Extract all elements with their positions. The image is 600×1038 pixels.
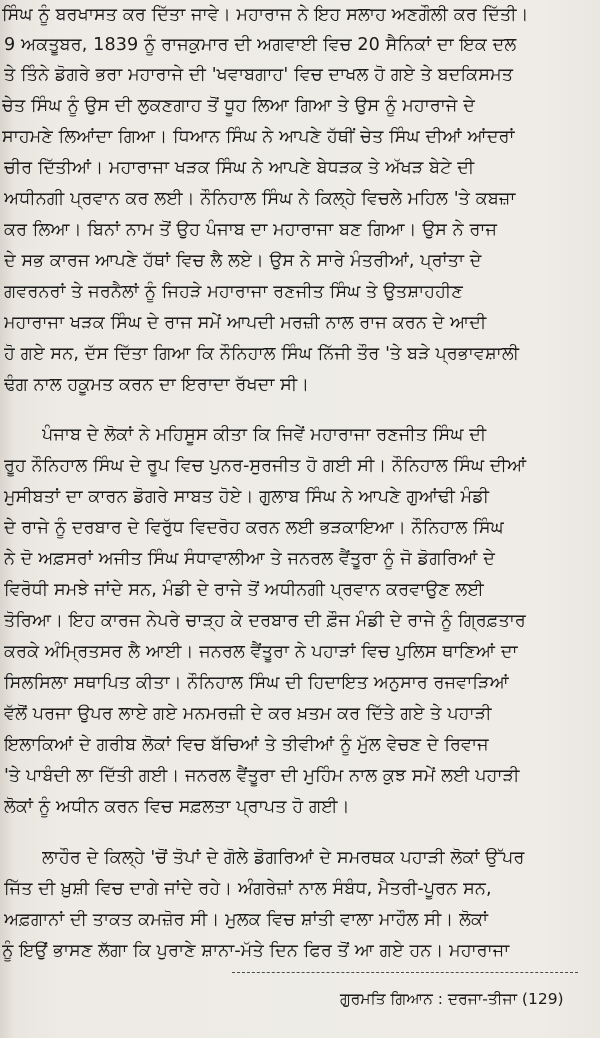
paragraph-start-line: ਲਾਹੌਰ ਦੇ ਕਿਲ੍ਹੇ 'ਚੋਂ ਤੋਪਾਂ ਦੇ ਗੋਲੇ ਡੋਗਰਿਆਂ ਦੇ ਸਮਰਥਕ ਪਹਾੜੀ ਲੋਕਾਂ ਉੱਪਰ: [42, 848, 525, 868]
text-line: ਅਧੀਨਗੀ ਪ੍ਰਵਾਨ ਕਰ ਲਈ। ਨੌਨਿਹਾਲ ਸਿੰਘ ਨੇ ਕਿਲ੍ਹੇ ਵਿਚਲੇ ਮਹਿਲ 'ਤੇ ਕਬਜ਼ਾ: [4, 189, 516, 209]
text-line: ਦੇ ਰਾਜੇ ਨੂੰ ਦਰਬਾਰ ਦੇ ਵਿਰੁੱਧ ਵਿਦਰੋਹ ਕਰਨ ਲਈ ਭੜਕਾਇਆ। ਨੌਨਿਹਾਲ ਸਿੰਘ: [4, 518, 504, 538]
text-line: ਅਫ਼ਗਾਨਾਂ ਦੀ ਤਾਕਤ ਕਮਜ਼ੋਰ ਸੀ। ਮੁਲਕ ਵਿਚ ਸ਼ਾਂਤੀ ਵਾਲਾ ਮਾਹੌਲ ਸੀ। ਲੋਕਾਂ: [4, 910, 489, 930]
text-line: ਤੋਰਿਆ। ਇਹ ਕਾਰਜ ਨੇਪਰੇ ਚਾੜ੍ਹ ਕੇ ਦਰਬਾਰ ਦੀ ਫ਼ੌਜ ਮੰਡੀ ਦੇ ਰਾਜੇ ਨੂੰ ਗ੍ਰਿਫ਼ਤਾਰ: [4, 611, 526, 631]
page-footer: ਗੁਰਮਤਿ ਗਿਆਨ : ਦਰਜਾ-ਤੀਜਾ (129): [340, 990, 564, 1008]
text-line: ਗਵਰਨਰਾਂ ਤੇ ਜਰਨੈਲਾਂ ਨੂੰ ਜਿਹੜੇ ਮਹਾਰਾਜਾ ਰਣਜੀਤ ਸਿੰਘ ਤੇ ਉਤਸ਼ਾਹਹੀਣ: [4, 282, 463, 302]
text-line: ਰੂਹ ਨੌਨਿਹਾਲ ਸਿੰਘ ਦੇ ਰੂਪ ਵਿਚ ਪੁਨਰ-ਸੁਰਜੀਤ ਹੋ ਗਈ ਸੀ। ਨੌਨਿਹਾਲ ਸਿੰਘ ਦੀਆਂ: [4, 456, 527, 476]
text-line: ਹੋ ਗਏ ਸਨ, ਦੱਸ ਦਿੱਤਾ ਗਿਆ ਕਿ ਨੌਨਿਹਾਲ ਸਿੰਘ ਨਿੱਜੀ ਤੌਰ 'ਤੇ ਬੜੇ ਪ੍ਰਭਾਵਸ਼ਾਲੀ: [4, 344, 520, 364]
text-line: ਢੰਗ ਨਾਲ ਹਕੂਮਤ ਕਰਨ ਦਾ ਇਰਾਦਾ ਰੱਖਦਾ ਸੀ।: [4, 375, 310, 395]
text-line: ਨੇ ਦੋ ਅਫ਼ਸਰਾਂ ਅਜੀਤ ਸਿੰਘ ਸੰਧਾਵਾਲੀਆ ਤੇ ਜਨਰਲ ਵੈਂਤੂਰਾ ਨੂੰ ਜੋ ਡੋਗਰਿਆਂ ਦੇ: [4, 549, 495, 569]
text-line: ਕਰਕੇ ਅੰਮ੍ਰਿਤਸਰ ਲੈ ਆਈ। ਜਨਰਲ ਵੈਂਤੂਰਾ ਨੇ ਪਹਾੜਾਂ ਵਿਚ ਪੁਲਿਸ ਥਾਣਿਆਂ ਦਾ: [4, 642, 518, 662]
text-line: ਵਿਰੋਧੀ ਸਮਝੇ ਜਾਂਦੇ ਸਨ, ਮੰਡੀ ਦੇ ਰਾਜੇ ਤੋਂ ਅਧੀਨਗੀ ਪ੍ਰਵਾਨ ਕਰਵਾਉਣ ਲਈ: [4, 580, 484, 600]
text-line: 9 ਅਕਤੂਬਰ, 1839 ਨੂੰ ਰਾਜਕੁਮਾਰ ਦੀ ਅਗਵਾਈ ਵਿਚ 20 ਸੈਨਿਕਾਂ ਦਾ ਇਕ ਦਲ: [4, 35, 517, 55]
footer-divider: [232, 972, 578, 973]
text-line: ਜਿੱਤ ਦੀ ਖ਼ੁਸ਼ੀ ਵਿਚ ਦਾਗੇ ਜਾਂਦੇ ਰਹੇ। ਅੰਗਰੇਜ਼ਾਂ ਨਾਲ ਸੰਬੰਧ, ਮੈਤਰੀ-ਪੂਰਨ ਸਨ,: [4, 879, 492, 899]
text-line: ਸਾਹਮਣੇ ਲਿਆਂਦਾ ਗਿਆ। ਧਿਆਨ ਸਿੰਘ ਨੇ ਆਪਣੇ ਹੱਥੀਂ ਚੇਤ ਸਿੰਘ ਦੀਆਂ ਆਂਦਰਾਂ: [2, 127, 515, 147]
text-line: ਸਿੰਘ ਨੂੰ ਬਰਖਾਸਤ ਕਰ ਦਿੱਤਾ ਜਾਵੇ। ਮਹਾਰਾਜ ਨੇ ਇਹ ਸਲਾਹ ਅਣਗੌਲੀ ਕਰ ਦਿੱਤੀ।: [2, 5, 529, 25]
text-line: ਤੇ ਤਿੰਨੇ ਡੋਗਰੇ ਭਰਾ ਮਹਾਰਾਜੇ ਦੀ 'ਖਵਾਬਗਾਹ' ਵਿਚ ਦਾਖਲ ਹੋ ਗਏ ਤੇ ਬਦਕਿਸਮਤ: [4, 65, 514, 85]
text-line: ਨੂੰ ਇਉਂ ਭਾਸਣ ਲੱਗਾ ਕਿ ਪੁਰਾਣੇ ਸ਼ਾਨਾ-ਮੱਤੇ ਦਿਨ ਫਿਰ ਤੋਂ ਆ ਗਏ ਹਨ। ਮਹਾਰਾਜਾ: [2, 941, 510, 961]
text-line: ਚੀਰ ਦਿੱਤੀਆਂ। ਮਹਾਰਾਜਾ ਖੜਕ ਸਿੰਘ ਨੇ ਆਪਣੇ ਬੇਧੜਕ ਤੇ ਅੱਖੜ ਬੇਟੇ ਦੀ: [4, 158, 475, 178]
text-line: ਦੇ ਸਭ ਕਾਰਜ ਆਪਣੇ ਹੱਥਾਂ ਵਿਚ ਲੈ ਲਏ। ਉਸ ਨੇ ਸਾਰੇ ਮੰਤਰੀਆਂ, ਪ੍ਰਾਂਤਾ ਦੇ: [4, 251, 482, 271]
text-line: ਮਹਾਰਾਜਾ ਖੜਕ ਸਿੰਘ ਦੇ ਰਾਜ ਸਮੇਂ ਆਪਦੀ ਮਰਜ਼ੀ ਨਾਲ ਰਾਜ ਕਰਨ ਦੇ ਆਦੀ: [4, 313, 487, 333]
text-line: ਲੋਕਾਂ ਨੂੰ ਅਧੀਨ ਕਰਨ ਵਿਚ ਸਫ਼ਲਤਾ ਪ੍ਰਾਪਤ ਹੋ ਗਈ।: [4, 797, 350, 817]
text-line: ਸਿਲਸਿਲਾ ਸਥਾਪਿਤ ਕੀਤਾ। ਨੌਨਿਹਾਲ ਸਿੰਘ ਦੀ ਹਿਦਾਇਤ ਅਨੁਸਾਰ ਰਜਵਾੜਿਆਂ: [4, 673, 509, 693]
text-line: ਵੱਲੋਂ ਪਰਜਾ ਉਪਰ ਲਾਏ ਗਏ ਮਨਮਰਜ਼ੀ ਦੇ ਕਰ ਖ਼ਤਮ ਕਰ ਦਿੱਤੇ ਗਏ ਤੇ ਪਹਾੜੀ: [4, 704, 492, 724]
paragraph-start-line: ਪੰਜਾਬ ਦੇ ਲੋਕਾਂ ਨੇ ਮਹਿਸੂਸ ਕੀਤਾ ਕਿ ਜਿਵੇਂ ਮਹਾਰਾਜਾ ਰਣਜੀਤ ਸਿੰਘ ਦੀ: [42, 425, 487, 445]
text-line: ਮੁਸੀਬਤਾਂ ਦਾ ਕਾਰਨ ਡੋਗਰੇ ਸਾਬਤ ਹੋਏ। ਗੁਲਾਬ ਸਿੰਘ ਨੇ ਆਪਣੇ ਗੁਆਂਢੀ ਮੰਡੀ: [4, 487, 490, 507]
text-line: 'ਤੇ ਪਾਬੰਦੀ ਲਾ ਦਿੱਤੀ ਗਈ। ਜਨਰਲ ਵੈਂਤੂਰਾ ਦੀ ਮੁਹਿੰਮ ਨਾਲ ਕੁਝ ਸਮੇਂ ਲਈ ਪਹਾੜੀ: [4, 766, 520, 786]
text-line: ਇਲਾਕਿਆਂ ਦੇ ਗਰੀਬ ਲੋਕਾਂ ਵਿਚ ਬੱਚਿਆਂ ਤੇ ਤੀਵੀਆਂ ਨੂੰ ਮੁੱਲ ਵੇਚਣ ਦੇ ਰਿਵਾਜ: [4, 735, 489, 755]
text-line: ਕਰ ਲਿਆ। ਬਿਨਾਂ ਨਾਮ ਤੋਂ ਉਹ ਪੰਜਾਬ ਦਾ ਮਹਾਰਾਜਾ ਬਣ ਗਿਆ। ਉਸ ਨੇ ਰਾਜ: [4, 220, 498, 240]
text-line: ਚੇਤ ਸਿੰਘ ਨੂੰ ਉਸ ਦੀ ਲੁਕਣਗਾਹ ਤੋਂ ਧੂਹ ਲਿਆ ਗਿਆ ਤੇ ਉਸ ਨੂੰ ਮਹਾਰਾਜੇ ਦੇ: [2, 96, 475, 116]
